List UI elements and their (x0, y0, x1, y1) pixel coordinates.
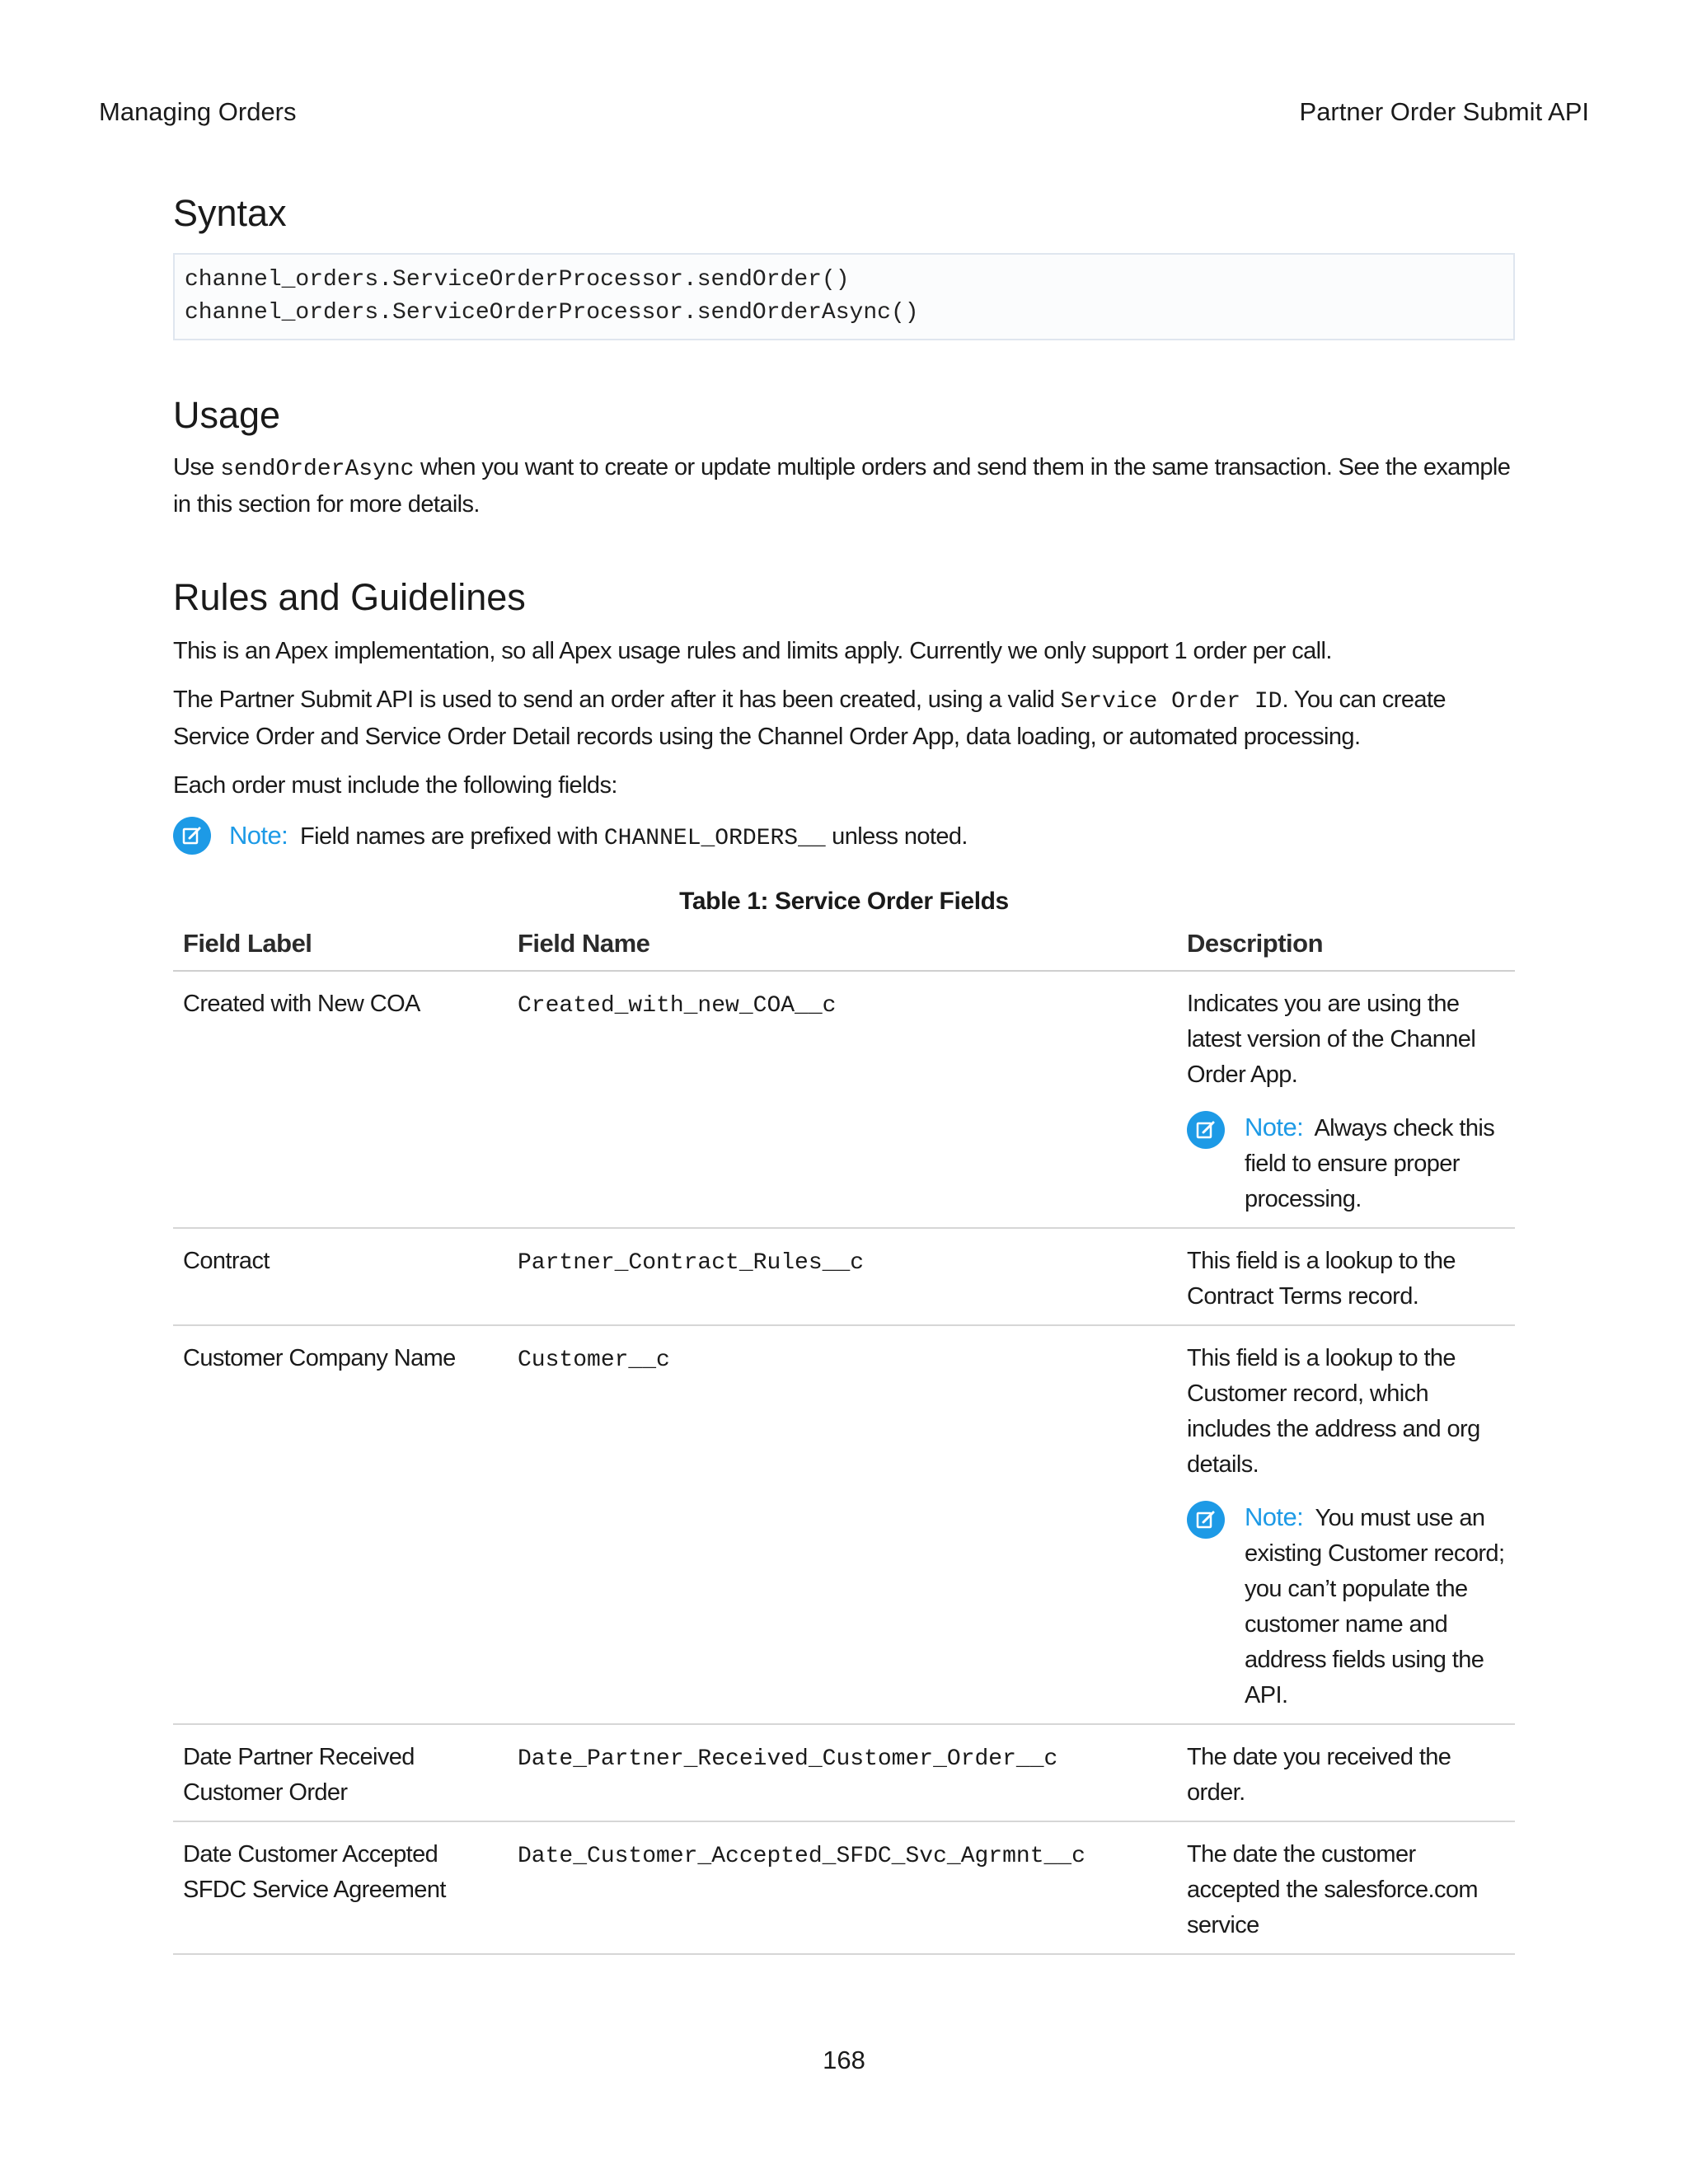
description-cell: The date the customer accepted the salesforce.com service (1177, 1821, 1515, 1954)
running-header-left: Managing Orders (99, 97, 297, 126)
rules-heading: Rules and Guidelines (173, 576, 526, 618)
description-cell: This field is a lookup to the Contract Terms record. (1177, 1228, 1515, 1325)
note-text: Field names are prefixed with (300, 823, 604, 850)
note-edit-icon (1187, 1111, 1225, 1149)
cell-note-text (1245, 1109, 1505, 1217)
table-caption: Table 1: Service Order Fields (679, 888, 1009, 915)
note-label: Note: (1245, 1502, 1304, 1531)
cell-note-text (1245, 1499, 1505, 1713)
note-inline-code: CHANNEL_ORDERS__ (603, 826, 826, 851)
note-text: Always check this field to ensure proper processing. (1245, 1115, 1495, 1212)
field-label-cell: Contract (173, 1228, 508, 1325)
description-cell (1177, 1325, 1515, 1724)
page-number: 168 (823, 2046, 865, 2074)
service-order-fields-table (173, 926, 1515, 1955)
description-text: Indicates you are using the latest version of the Channel Order App. (1187, 991, 1476, 1088)
usage-inline-code: sendOrderAsync (220, 457, 415, 482)
rules-paragraph-3: Each order must include the following fields: (173, 772, 617, 799)
rules-inline-code: Service Order ID (1060, 689, 1282, 715)
field-prefix-note (173, 817, 1515, 858)
syntax-code-line: channel_orders.ServiceOrderProcessor.sendOrderAsync() (185, 300, 919, 326)
rules-paragraph-2 (173, 682, 1515, 755)
table-row (173, 971, 1515, 1228)
syntax-code-block (173, 253, 1515, 340)
note-text: unless noted. (825, 823, 968, 850)
table-header-row (173, 926, 1515, 971)
note-label: Note: (229, 821, 288, 850)
field-name-cell: Partner_Contract_Rules__c (508, 1228, 1177, 1325)
syntax-heading: Syntax (173, 192, 287, 234)
note-edit-icon (173, 817, 211, 855)
field-label-cell: Date Partner Received Customer Order (173, 1724, 508, 1821)
field-name-cell: Created_with_new_COA__c (508, 971, 1177, 1228)
note-label: Note: (1245, 1113, 1304, 1141)
table-row (173, 1724, 1515, 1821)
syntax-code-line: channel_orders.ServiceOrderProcessor.sendOrder() (185, 267, 850, 293)
field-label-cell: Customer Company Name (173, 1325, 508, 1724)
field-name-cell: Date_Partner_Received_Customer_Order__c (508, 1724, 1177, 1821)
cell-note (1187, 1499, 1505, 1713)
table-row (173, 1325, 1515, 1724)
field-name-cell: Customer__c (508, 1325, 1177, 1724)
usage-text: when you want to create or update multiple orders and send them in the same transaction. See the example in this section for more details. (173, 454, 1511, 518)
usage-paragraph (173, 450, 1515, 523)
note-text: You must use an existing Customer record; you can’t populate the customer name and address fields using the API. (1245, 1505, 1505, 1708)
field-name-cell: Date_Customer_Accepted_SFDC_Svc_Agrmnt__c (508, 1821, 1177, 1954)
cell-note (1187, 1109, 1505, 1217)
rules-text: The Partner Submit API is used to send an order after it has been created, using a valid (173, 687, 1061, 713)
description-cell (1177, 971, 1515, 1228)
description-text: This field is a lookup to the Customer record, which includes the address and org details. (1187, 1345, 1480, 1478)
page-content (173, 194, 1515, 1955)
usage-heading: Usage (173, 394, 281, 436)
column-header-description: Description (1177, 926, 1515, 971)
column-header-field-name: Field Name (508, 926, 1177, 971)
rules-text: . You can create Service Order and Service Order Detail records using the Channel Order App, data loading, or automated processing. (173, 687, 1446, 750)
field-label-cell: Date Customer Accepted SFDC Service Agreement (173, 1821, 508, 1954)
field-label-cell: Created with New COA (173, 971, 508, 1228)
running-header-right: Partner Order Submit API (1299, 97, 1589, 126)
table-row (173, 1821, 1515, 1954)
column-header-field-label: Field Label (173, 926, 508, 971)
note-edit-icon (1187, 1501, 1225, 1539)
usage-text: Use (173, 454, 221, 480)
table-row (173, 1228, 1515, 1325)
description-cell: The date you received the order. (1177, 1724, 1515, 1821)
rules-paragraph-1: This is an Apex implementation, so all Apex usage rules and limits apply. Currently we only support 1 order per call. (173, 638, 1332, 664)
field-prefix-note-text (229, 817, 968, 858)
